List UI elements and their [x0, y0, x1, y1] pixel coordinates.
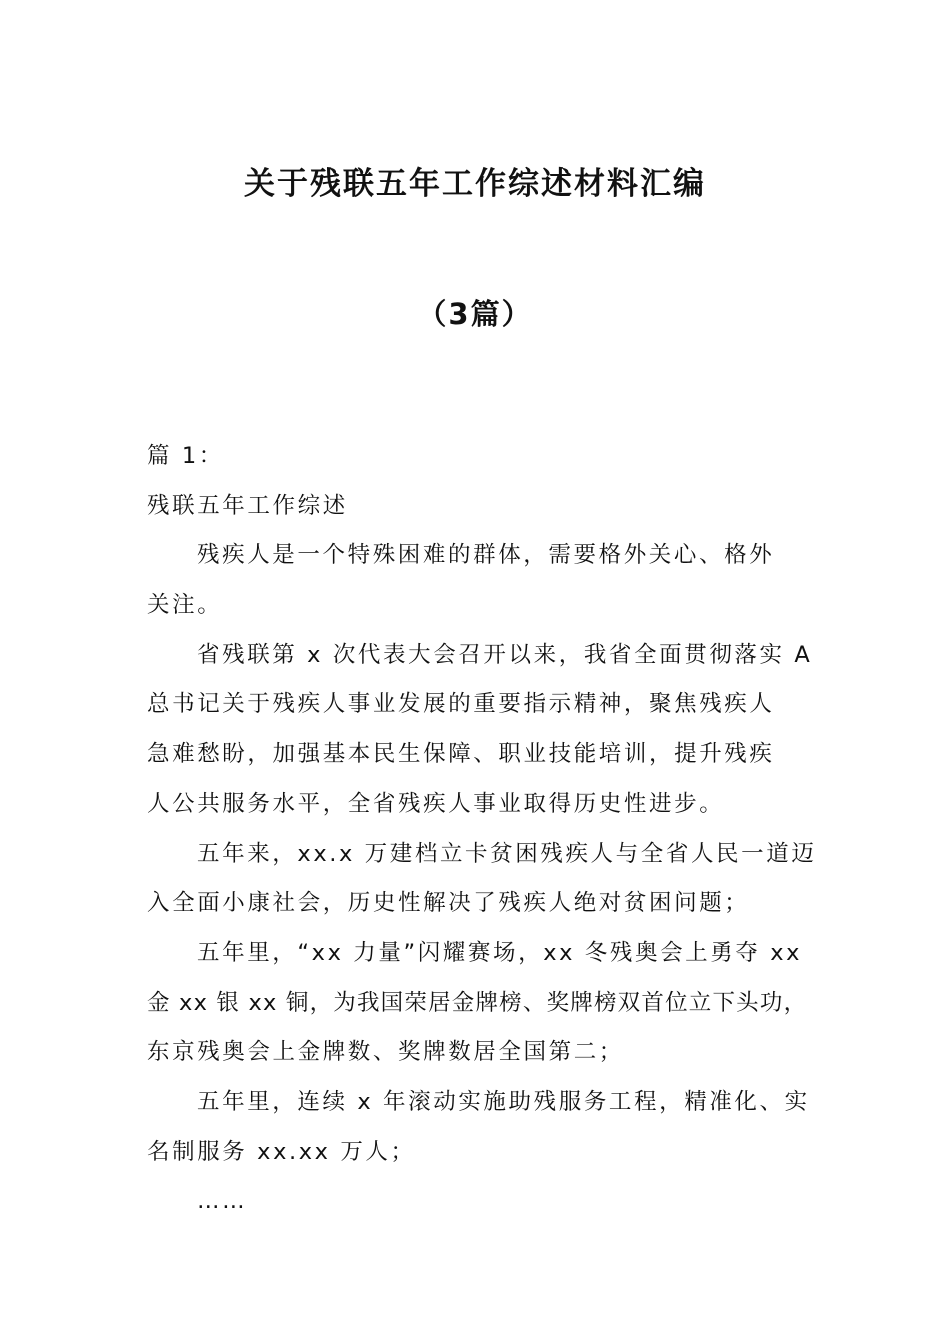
text-line: 五年来，xx.x 万建档立卡贫困残疾人与全省人民一道迈: [197, 840, 817, 867]
text-line: 省残联第 x 次代表大会召开以来，我省全面贯彻落实 A: [197, 641, 813, 668]
text-line: 金 xx 银 xx 铜，为我国荣居金牌榜、奖牌榜双首位立下头功，: [147, 989, 808, 1016]
text-line: 东京残奥会上金牌数、奖牌数居全国第二；: [147, 1039, 624, 1066]
text-line: 残疾人是一个特殊困难的群体，需要格外关心、格外: [197, 542, 775, 569]
text-line: 五年里，连续 x 年滚动实施助残服务工程，精准化、实: [197, 1088, 810, 1115]
text-line: 关注。: [147, 592, 223, 619]
text-line: 五年里，“xx 力量”闪耀赛场，xx 冬残奥会上勇夺 xx: [197, 939, 803, 966]
document-body: [147, 432, 817, 1227]
text-line: 入全面小康社会，历史性解决了残疾人绝对贫困问题；: [147, 890, 750, 917]
document-title: 关于残联五年工作综述材料汇编: [244, 166, 706, 202]
document-subtitle: （3篇）: [417, 297, 533, 331]
text-line: 名制服务 xx.xx 万人；: [147, 1138, 416, 1165]
text-line: ……: [197, 1188, 248, 1215]
text-line: 篇 1：: [147, 443, 224, 469]
text-line: 人公共服务水平，全省残疾人事业取得历史性进步。: [147, 790, 725, 817]
text-line: 急难愁盼，加强基本民生保障、职业技能培训，提升残疾: [147, 741, 775, 768]
text-line: 残联五年工作综述: [147, 492, 348, 519]
text-line: 总书记关于残疾人事业发展的重要指示精神，聚焦残疾人: [147, 691, 775, 718]
